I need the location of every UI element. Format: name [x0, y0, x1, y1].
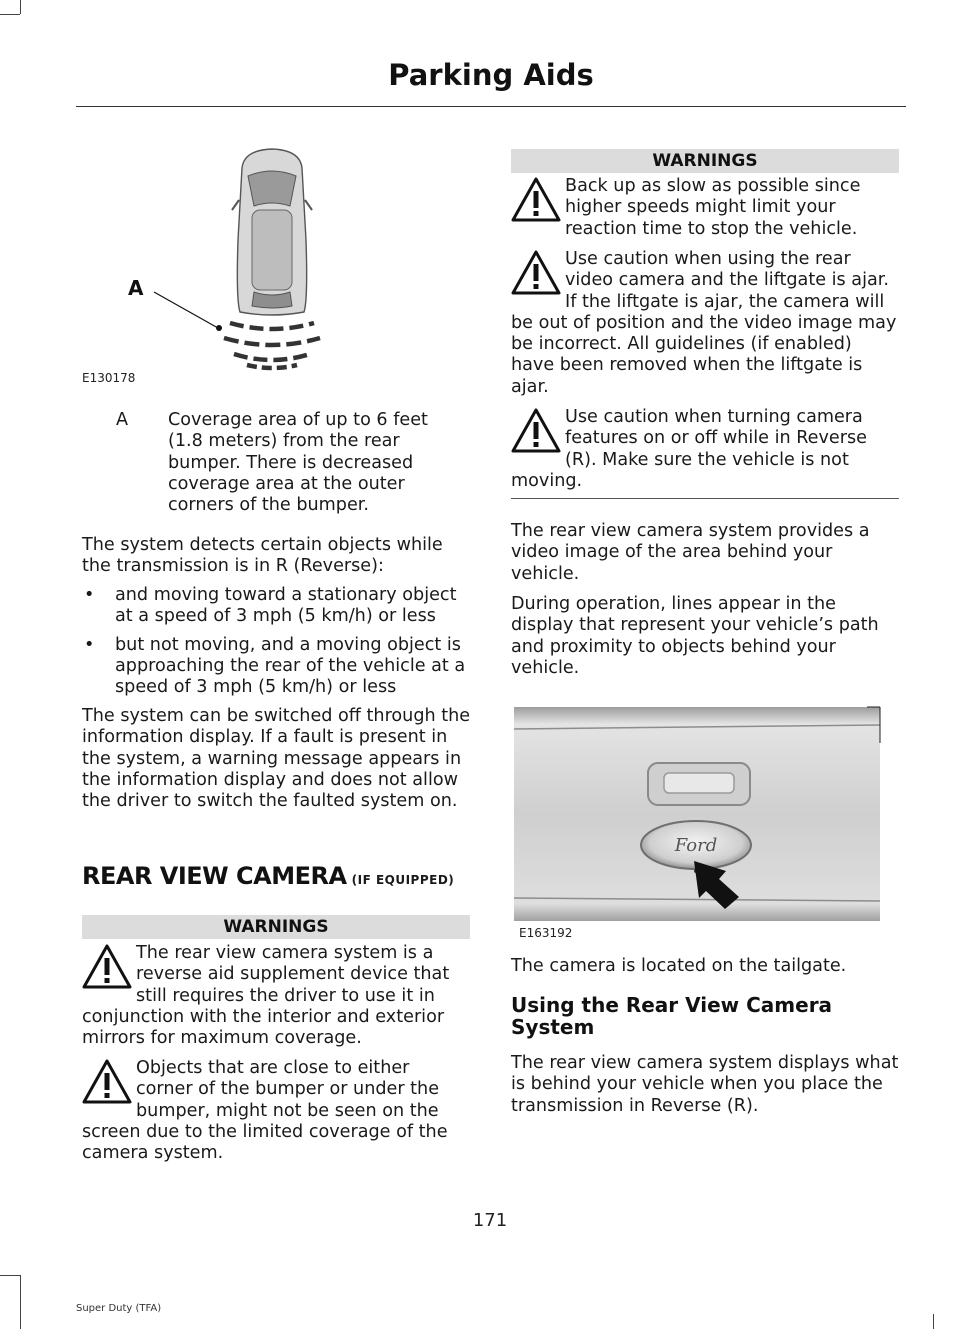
warning-text: Use caution when using the rear video camera and the liftgate is ajar. If the liftgate is ajar, the camera will be out of position and the video image may be incorrect. All guidelines (if enabled) have been removed when the liftgate is ajar. — [511, 249, 897, 397]
warning-item — [511, 407, 899, 492]
subsection-heading: Using the Rear View Camera System — [511, 993, 833, 1039]
crop-mark — [933, 1314, 934, 1329]
callout-label: A — [128, 276, 144, 300]
warning-triangle-icon — [511, 176, 561, 224]
crop-mark — [20, 0, 21, 14]
warning-item — [511, 176, 899, 240]
list-item-text: but not moving, and a moving object is approaching the rear of the vehicle at a speed of 3 mph (5 km/h) or less — [115, 634, 466, 698]
paragraph: The rear view camera system displays what is behind your vehicle when you place the transmission in Reverse (R). — [511, 1053, 899, 1116]
figure-code: E163192 — [519, 926, 573, 940]
paragraph: The system detects certain objects while the transmission is in R (Reverse): — [82, 535, 443, 577]
title-divider — [76, 106, 906, 107]
tailgate-camera-figure — [511, 703, 883, 925]
warning-triangle-icon — [82, 943, 132, 991]
bullet-list — [82, 585, 472, 705]
paragraph: The rear view camera system provides a video image of the area behind your vehicle. — [511, 521, 870, 584]
bullet-mark: • — [84, 634, 95, 655]
paragraph: During operation, lines appear in the display that represent your vehicle’s path and proximity to objects behind your vehicle. — [511, 594, 879, 678]
page-title: Parking Aids — [388, 58, 594, 92]
list-item — [82, 635, 472, 699]
paragraph: The system can be switched off through the information display. If a fault is present in the system, a warning message appears in the information display and does not allow the driver to switch the faulted system on. — [82, 706, 471, 812]
crop-mark — [20, 1275, 21, 1329]
warning-triangle-icon — [511, 249, 561, 297]
warning-item — [82, 1058, 470, 1164]
bullet-mark: • — [84, 585, 95, 605]
document-name: Super Duty (TFA) — [76, 1303, 162, 1314]
warning-text: The rear view camera system is a reverse aid supplement device that still requires the driver to use it in conjunction with the interior and exterior mirrors for maximum coverage. — [82, 943, 450, 1049]
legend-key: A — [116, 410, 129, 430]
paragraph: The camera is located on the tailgate. — [511, 956, 847, 976]
warnings-header: WARNINGS — [511, 149, 899, 173]
parking-coverage-figure — [82, 140, 472, 390]
warning-item — [511, 249, 899, 398]
section-heading — [82, 862, 472, 890]
warnings-header: WARNINGS — [82, 915, 470, 939]
warning-text: Back up as slow as possible since higher speeds might limit your reaction time to stop the vehicle. — [565, 176, 861, 239]
legend-text: Coverage area of up to 6 feet (1.8 meters) from the rear bumper. There is decreased coverage area at the outer corners of the bumper. — [168, 410, 428, 516]
warning-item — [82, 943, 470, 1049]
ford-logo-text: Ford — [674, 835, 718, 856]
warning-triangle-icon — [511, 407, 561, 455]
warnings-end-divider — [511, 498, 899, 499]
section-suffix: (IF EQUIPPED) — [351, 873, 455, 887]
warning-text: Objects that are close to either corner of the bumper or under the bumper, might not be seen on the screen due to the limited coverage of the camera system. — [82, 1058, 448, 1164]
warning-text: Use caution when turning camera features on or off while in Reverse (R). Make sure the vehicle is not moving. — [511, 407, 867, 491]
figure-legend — [82, 410, 472, 520]
page-number: 171 — [472, 1210, 508, 1231]
list-item — [82, 585, 472, 628]
crop-mark — [0, 14, 20, 15]
crop-mark — [0, 1275, 20, 1276]
warning-triangle-icon — [82, 1058, 132, 1106]
section-title: REAR VIEW CAMERA — [82, 862, 347, 890]
list-item-text: and moving toward a stationary object at a speed of 3 mph (5 km/h) or less — [115, 585, 457, 627]
figure-code: E130178 — [82, 371, 136, 385]
